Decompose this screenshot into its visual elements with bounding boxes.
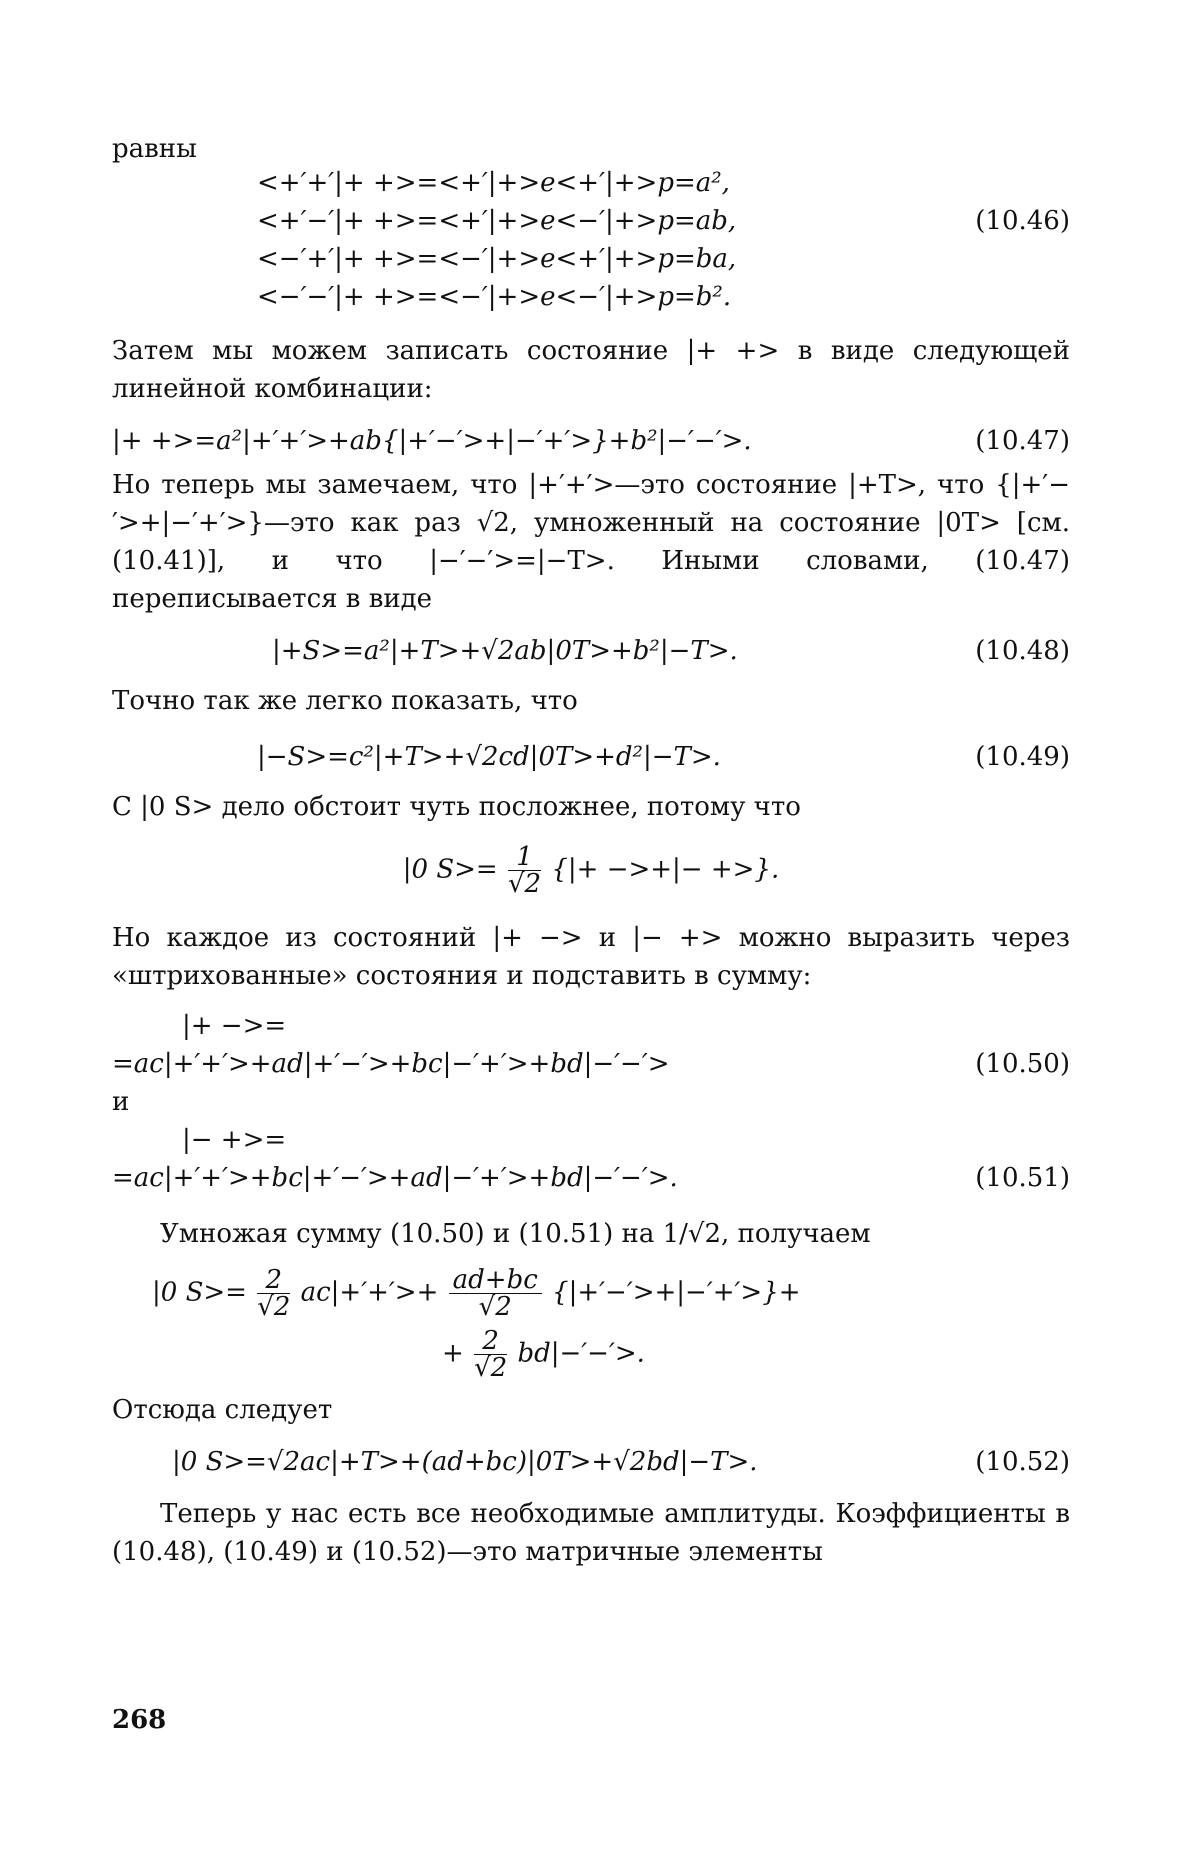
conjunction-and: и (112, 1087, 130, 1117)
intro-word: равны (112, 134, 197, 164)
paragraph-3: Точно так же легко показать, что (112, 686, 578, 716)
eq-sum-fraction-2 (449, 1267, 542, 1320)
paragraph-6: Умножая сумму (10.50) и (10.51) на 1/√2, получаем (160, 1219, 871, 1249)
equation-10-46 (112, 164, 1070, 316)
eq-sum-part-5: bd|−′−′>. (517, 1338, 645, 1369)
eq-sum-fraction-1 (257, 1267, 290, 1320)
paragraph-8: Теперь у нас есть все необходимые амплитуды. Коэффициенты в (10.48), (10.49) и (10.52)—это матричные элементы (112, 1499, 1070, 1567)
eq-sum-f3-den: √2 (474, 1353, 508, 1383)
paragraph-2: Но теперь мы замечаем, что |+′+′>—это состояние |+T>, что {|+′−′>+|−′+′>}—это как раз √2, умноженный на состояние |0T> [см. (10.41)], и что |−′−′>=|−T>. Иными словами, (10.47) переписывается в виде (112, 470, 1070, 614)
eq-0S-left: |0 S>= (402, 854, 498, 885)
paragraph-4: С |0 S> дело обстоит чуть посложнее, потому что (112, 792, 801, 822)
eq-sum-line-2 (442, 1328, 1070, 1381)
page-body (112, 130, 1070, 1571)
eq-10-48-text: |+S>=a²|+T>+√2ab|0T>+b²|−T>. (272, 636, 738, 666)
paragraph-5: Но каждое из состояний |+ −> и |− +> можно выразить через «штрихованные» состояния и подставить в сумму: (112, 923, 1070, 991)
eq-10-50-line-1: |+ −>= (182, 1011, 287, 1041)
eq-10-48-number: (10.48) (975, 636, 1070, 666)
equation-10-49 (112, 738, 1070, 776)
eq-sum-part-4: + (442, 1338, 464, 1369)
eq-10-49-text: |−S>=c²|+T>+√2cd|0T>+d²|−T>. (257, 742, 721, 772)
equation-sum (112, 1267, 1070, 1381)
eq-0S-right: {|+ −>+|− +>}. (551, 854, 780, 885)
eq-10-46-line-3: <−′+′|+ +>=<−′|+>e<+′|+>p=ba, (257, 244, 737, 274)
eq-10-50-number: (10.50) (975, 1049, 1070, 1079)
eq-0S-fraction (508, 844, 541, 897)
equation-0S (112, 844, 1070, 897)
page-number: 268 (112, 1705, 167, 1735)
eq-10-51-line-2: =ac|+′+′>+bc|+′−′>+ad|−′+′>+bd|−′−′>. (112, 1163, 678, 1193)
eq-10-47-number: (10.47) (975, 426, 1070, 456)
eq-sum-f2-num: ad+bc (449, 1267, 542, 1294)
eq-10-49-number: (10.49) (975, 742, 1070, 772)
eq-10-46-number: (10.46) (975, 206, 1070, 236)
eq-10-51-number: (10.51) (975, 1163, 1070, 1193)
eq-sum-f3-num: 2 (474, 1328, 507, 1355)
eq-10-46-line-2: <+′−′|+ +>=<+′|+>e<−′|+>p=ab, (257, 206, 737, 236)
eq-10-51-line-1: |− +>= (182, 1125, 287, 1155)
eq-sum-f1-den: √2 (257, 1292, 291, 1322)
eq-sum-part-1: |0 S>= (152, 1277, 247, 1308)
eq-10-47-text: |+ +>=a²|+′+′>+ab{|+′−′>+|−′+′>}+b²|−′−′>. (112, 426, 752, 456)
eq-10-46-line-4: <−′−′|+ +>=<−′|+>e<−′|+>p=b². (257, 282, 732, 312)
eq-sum-fraction-3 (474, 1328, 507, 1381)
eq-10-50-line-2: =ac|+′+′>+ad|+′−′>+bc|−′+′>+bd|−′−′> (112, 1049, 670, 1079)
equation-10-47 (112, 422, 1070, 460)
paragraph-1: Затем мы можем записать состояние |+ +> в виде следующей линейной комбинации: (112, 336, 1070, 404)
eq-10-52-text: |0 S>=√2ac|+T>+(ad+bc)|0T>+√2bd|−T>. (172, 1447, 758, 1477)
eq-0S-denominator: √2 (507, 869, 542, 899)
equation-10-48 (112, 632, 1070, 670)
eq-sum-f1-num: 2 (257, 1267, 290, 1294)
equation-10-50 (112, 1007, 1070, 1083)
eq-10-46-line-1: <+′+′|+ +>=<+′|+>e<+′|+>p=a², (257, 168, 730, 198)
eq-sum-f2-den: √2 (478, 1292, 512, 1322)
eq-sum-line-1 (152, 1267, 1070, 1320)
eq-sum-part-3: {|+′−′>+|−′+′>}+ (552, 1277, 801, 1308)
eq-10-52-number: (10.52) (975, 1447, 1070, 1477)
paragraph-7: Отсюда следует (112, 1395, 333, 1425)
eq-0S-numerator: 1 (508, 844, 541, 871)
equation-10-52 (112, 1443, 1070, 1481)
eq-sum-part-2: ac|+′+′>+ (300, 1277, 439, 1308)
equation-10-51 (112, 1121, 1070, 1197)
